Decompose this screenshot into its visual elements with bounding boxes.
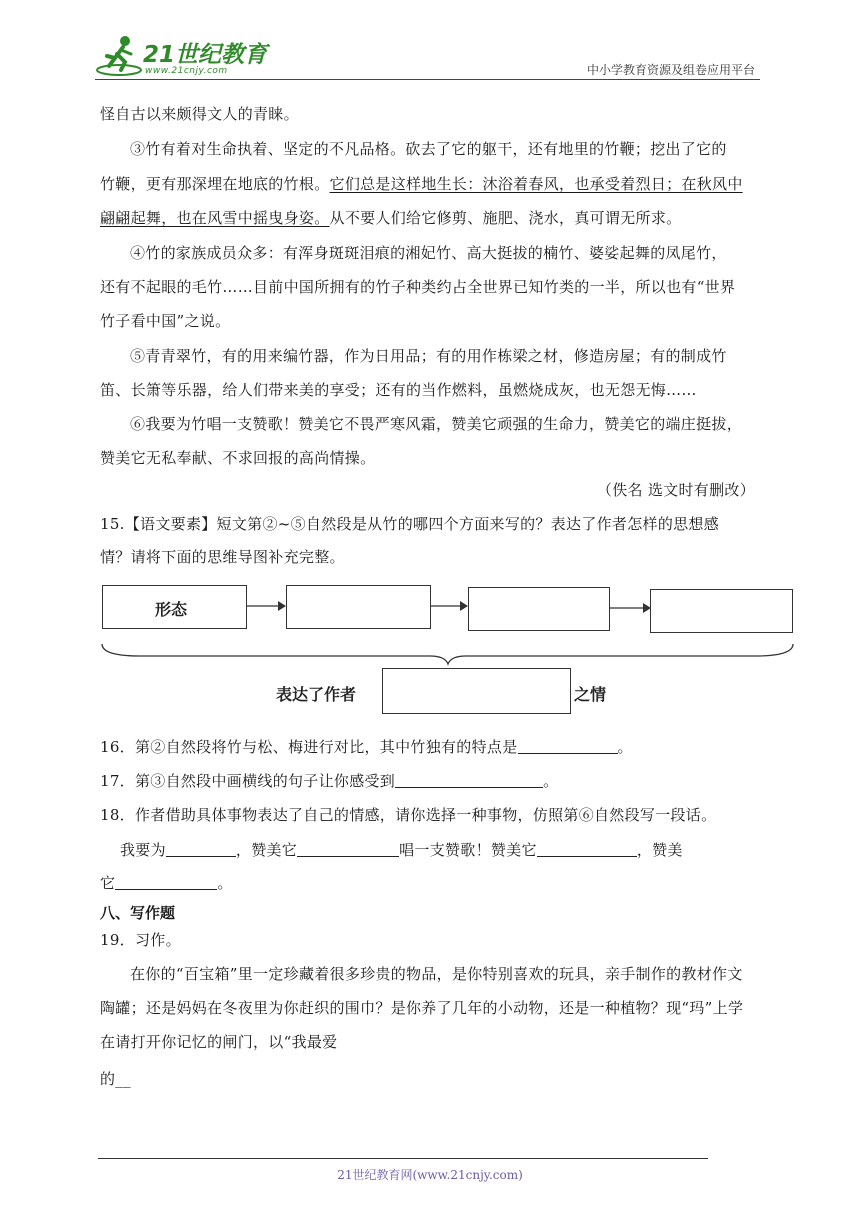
passage-source: （佚名 选文时有删改）: [596, 481, 755, 499]
mind-map-blank-box[interactable]: [286, 585, 431, 629]
site-logo: [95, 34, 268, 78]
writing-prompt-line: 在你的“百宝箱”里一定珍藏着很多珍贵的物品，是你特别喜欢的玩具，亲手制作的教材作文: [130, 965, 743, 983]
text-span: 竹鞭，更有那深埋在地底的竹根。: [100, 175, 330, 193]
underlined-sentence: 它们总是这样地生长：沐浴着春风，也承受着烈日；在秋风中: [329, 175, 743, 193]
mind-map-blank-box[interactable]: [650, 589, 793, 633]
logo-text: 21世纪教育: [143, 42, 268, 68]
text-span: 从不要人们给它修剪、施肥、浇水，真可谓无所求。: [329, 209, 682, 227]
mind-map-label: 形态: [155, 600, 188, 619]
paragraph-4-line: 还有不起眼的毛竹……目前中国所拥有的竹子种类约占全世界已知竹类的一半，所以也有“世界: [100, 278, 736, 296]
underlined-sentence: 翩翩起舞，也在风雪中摇曳身姿。: [100, 209, 330, 227]
answer-blank[interactable]: [395, 772, 543, 788]
paragraph-4-line: ④竹的家族成员众多：有浑身斑斑泪痕的湘妃竹、高大挺拔的楠竹、婆娑起舞的凤尾竹，: [130, 244, 727, 262]
question-19: 19．习作。: [100, 931, 181, 949]
header-divider: [95, 79, 760, 80]
arrow-right-icon: [609, 600, 651, 616]
text-span: 唱一支赞歌！赞美它: [399, 841, 537, 859]
question-15-line: 情？请将下面的思维导图补充完整。: [100, 548, 345, 566]
passage-line: 怪自古以来颇得文人的青睐。: [100, 105, 299, 123]
text-span: 。: [543, 772, 559, 790]
answer-blank[interactable]: [166, 841, 236, 857]
mind-map-blank-box[interactable]: [382, 668, 571, 714]
paragraph-4-line: 竹子看中国”之说。: [100, 312, 231, 330]
text-span: ，赞美它: [235, 841, 298, 859]
logo-url: www.21cnjy.com: [145, 66, 228, 76]
question-18-fill-line: [120, 840, 683, 860]
platform-name: 中小学教育资源及组卷应用平台: [586, 63, 755, 77]
text-span: 。: [217, 874, 233, 892]
text-span: 。: [617, 738, 633, 756]
paragraph-5-line: ⑤青青翠竹，有的用来编竹器，作为日用品；有的用作栋梁之材，修造房屋；有的制成竹: [130, 347, 727, 365]
runner-logo-icon: [95, 34, 143, 78]
text-span: 它: [100, 874, 116, 892]
mind-map-box-shape: [102, 585, 247, 629]
question-18-fill-line: [100, 873, 233, 893]
question-15-line: 15.【语文要素】短文第②~⑤自然段是从竹的哪四个方面来写的？表达了作者怎样的思想感: [100, 515, 720, 533]
text-span: 我要为: [120, 841, 166, 859]
text-span: ，赞美: [636, 841, 683, 859]
question-text: 17．第③自然段中画横线的句子让你感受到: [100, 772, 396, 790]
paragraph-5-line: 笛、长箫等乐器，给人们带来美的享受；还有的当作燃料，虽燃烧成灰，也无怨无悔……: [100, 381, 697, 399]
question-text: 16．第②自然段将竹与松、梅进行对比，其中竹独有的特点是: [100, 738, 518, 756]
mind-map-label: 之情: [574, 685, 607, 704]
footer-divider: [98, 1158, 708, 1159]
writing-prompt-line: 的__: [100, 1070, 131, 1088]
answer-blank[interactable]: [297, 841, 399, 857]
mind-map-blank-box[interactable]: [468, 587, 610, 631]
mind-map: [100, 578, 795, 723]
answer-blank[interactable]: [115, 874, 217, 890]
answer-blank[interactable]: [537, 841, 637, 857]
question-18: 18．作者借助具体事物表达了自己的情感，请你选择一种事物，仿照第⑥自然段写一段话。: [100, 806, 717, 824]
writing-prompt-line: 陶罐；还是妈妈在冬夜里为你赶织的围巾？是你养了几年的小动物，还是一种植物？现“玛”上学: [100, 999, 744, 1017]
arrow-right-icon: [246, 598, 286, 614]
paragraph-3-line: ③竹有着对生命执着、坚定的不凡品格。砍去了它的躯干，还有地里的竹鞭；挖出了它的: [130, 140, 727, 158]
writing-prompt-line: 在请打开你记忆的闸门，以“我最爱: [100, 1033, 338, 1051]
question-16: [100, 737, 633, 757]
answer-blank[interactable]: [518, 738, 618, 754]
mind-map-label: 表达了作者: [276, 685, 357, 704]
section-title: 八、写作题: [100, 904, 176, 922]
paragraph-6-line: ⑥我要为竹唱一支赞歌！赞美它不畏严寒风霜，赞美它顽强的生命力，赞美它的端庄挺拔，: [130, 415, 743, 433]
page-header: [95, 30, 760, 80]
question-17: [100, 771, 558, 791]
paragraph-3-line: [100, 208, 681, 228]
curly-brace-icon: [100, 640, 795, 666]
paragraph-3-line: [100, 174, 743, 194]
page-footer: 21世纪教育网(www.21cnjy.com): [337, 1168, 523, 1182]
arrow-right-icon: [430, 598, 468, 614]
paragraph-6-line: 赞美它无私奉献、不求回报的高尚情操。: [100, 449, 376, 467]
